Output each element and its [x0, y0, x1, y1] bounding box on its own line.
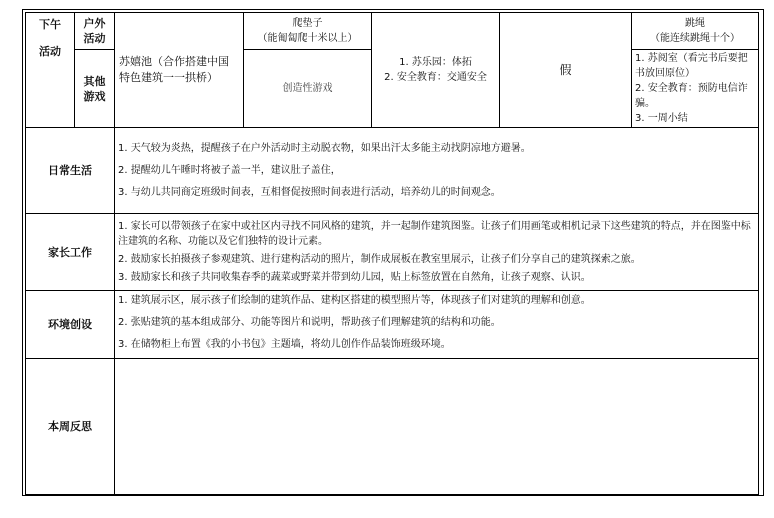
col3-item-2: 2. 安全教育：交通安全: [384, 72, 487, 83]
jump-rope-title: 跳绳: [685, 18, 705, 29]
daily-life-content: [115, 128, 759, 214]
other-games-label: 其他游戏: [75, 50, 115, 128]
environment-content: [115, 291, 759, 359]
schedule-col5: [632, 50, 759, 128]
holiday-cell: 假: [500, 13, 632, 128]
weekly-plan-table: [25, 12, 759, 495]
crawl-mat-cell: [244, 13, 372, 50]
col3-item-1: 1. 苏乐园：体拓: [399, 57, 472, 68]
activity-label: 活动: [39, 45, 61, 58]
outdoor-activity-label: 户外活动: [75, 13, 115, 50]
reflection-content[interactable]: [115, 359, 759, 495]
afternoon-activity-label-cell: [26, 13, 75, 128]
afternoon-label: 下午: [39, 18, 61, 31]
crawl-mat-note: （能匍匐爬十米以上）: [257, 33, 358, 44]
parent-work-label: 家长工作: [26, 214, 115, 291]
col5-item-2: 2. 安全教育：预防电信诈骗。: [635, 83, 748, 109]
parent-work-item: 3. 鼓励家长和孩子共同收集春季的蔬菜或野菜并带到幼儿园，贴上标签放置在自然角，让孩子观察、认识。: [118, 272, 591, 283]
reflection-label: 本周反思: [26, 359, 115, 495]
parent-work-item: 2. 鼓励家长拍摄孩子参观建筑、进行建构活动的照片，制作成展板在教室里展示，让孩子们分享自己的建筑探索之旅。: [118, 254, 641, 265]
environment-item: 1. 建筑展示区，展示孩子们绘制的建筑作品、建构区搭建的模型照片等，体现孩子们对建筑的理解和创意。: [118, 295, 591, 306]
crawl-mat-title: 爬垫子: [292, 18, 323, 29]
parent-work-item: 1. 家长可以带领孩子在家中或社区内寻找不同风格的建筑，并一起制作建筑图鉴。让孩子们用画笔或相机记录下这些建筑的特点，并在图鉴中标注建筑的名称、功能以及它们独特的设计元素。: [118, 221, 751, 247]
daily-life-label: 日常生活: [26, 128, 115, 214]
environment-item: 3. 在储物柜上布置《我的小书包》主题墙，将幼儿创作作品装饰班级环境。: [118, 339, 451, 350]
jump-rope-cell: [632, 13, 759, 50]
environment-label: 环境创设: [26, 291, 115, 359]
creative-game-cell: 创造性游戏: [244, 50, 372, 128]
environment-item: 2. 张贴建筑的基本组成部分、功能等图片和说明，帮助孩子们理解建筑的结构和功能。: [118, 317, 501, 328]
jump-rope-note: （能连续跳绳十个）: [650, 33, 740, 44]
col5-item-1: 1. 苏阅室（看完书后要把书放回原位）: [635, 53, 748, 79]
daily-life-item: 3. 与幼儿共同商定班级时间表，互相督促按照时间表进行活动，培养幼儿的时间观念。: [118, 187, 501, 198]
daily-life-item: 2. 提醒幼儿午睡时将被子盖一半，建议肚子盖住，: [118, 165, 341, 176]
daily-life-item: 1. 天气较为炎热，提醒孩子在户外活动时主动脱衣物，如果出汗太多能主动找阴凉地方避暑。: [118, 143, 531, 154]
col5-item-3: 3. 一周小结: [635, 113, 688, 124]
schedule-col3: [372, 13, 500, 128]
parent-work-content: [115, 214, 759, 291]
outdoor-activity-1: 苏嬉池（合作搭建中国特色建筑一一拱桥）: [115, 13, 244, 128]
